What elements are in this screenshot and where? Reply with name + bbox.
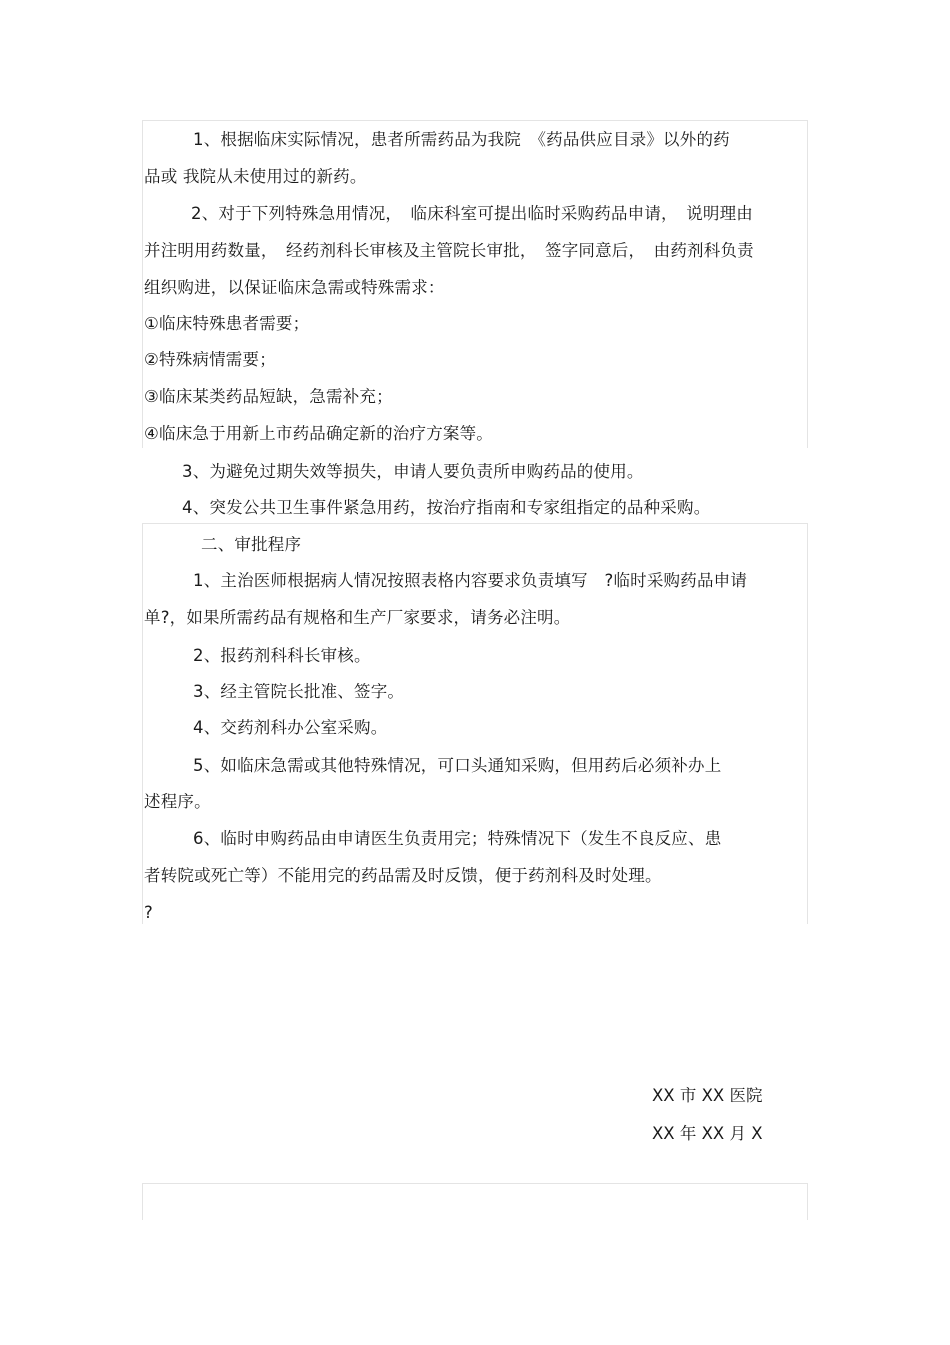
sub-item-2: ②特殊病情需要；	[144, 350, 276, 369]
sub-item-4: ④临床急于用新上市药品确定新的治疗方案等。	[144, 424, 493, 443]
step5-line1: 5、如临床急需或其他特殊情况，可口头通知采购，但用药后必须补办上	[193, 756, 722, 775]
item2-line3: 组织购进，以保证临床急需或特殊需求：	[144, 278, 445, 297]
trailing-mark: ?	[144, 903, 153, 922]
step5-line2: 述程序。	[144, 792, 211, 811]
frame-box-3	[142, 1183, 808, 1220]
item1-line1: 1、根据临床实际情况，患者所需药品为我院 《药品供应目录》以外的药	[193, 130, 730, 149]
sub-item-3: ③临床某类药品短缺，急需补充；	[144, 387, 393, 406]
signature-date: XX 年 XX 月 X	[652, 1124, 763, 1143]
step4: 4、交药剂科办公室采购。	[193, 718, 388, 737]
step3: 3、经主管院长批准、签字。	[193, 682, 405, 701]
item4: 4、突发公共卫生事件紧急用药，按治疗指南和专家组指定的品种采购。	[182, 498, 711, 517]
step6-line1: 6、临时申购药品由申请医生负责用完；特殊情况下（发生不良反应、患	[193, 829, 722, 848]
sub-item-1: ①临床特殊患者需要；	[144, 314, 310, 333]
item2-line1: 2、对于下列特殊急用情况， 临床科室可提出临时采购药品申请， 说明理由	[191, 204, 753, 223]
section2-heading: 二、审批程序	[201, 535, 302, 554]
step6-line2: 者转院或死亡等）不能用完的药品需及时反馈，便于药剂科及时处理。	[144, 866, 662, 885]
item3: 3、为避免过期失效等损失，申请人要负责所申购药品的使用。	[182, 462, 644, 481]
signature-org: XX 市 XX 医院	[652, 1086, 763, 1105]
step1-line1: 1、主治医师根据病人情况按照表格内容要求负责填写 ?临时采购药品申请	[193, 571, 748, 590]
item2-line2: 并注明用药数量， 经药剂科长审核及主管院长审批， 签字同意后， 由药剂科负责	[144, 241, 754, 260]
step2: 2、报药剂科科长审核。	[193, 646, 371, 665]
item1-line2: 品或 我院从未使用过的新药。	[144, 167, 367, 186]
step1-line2: 单?，如果所需药品有规格和生产厂家要求，请务必注明。	[144, 608, 571, 627]
